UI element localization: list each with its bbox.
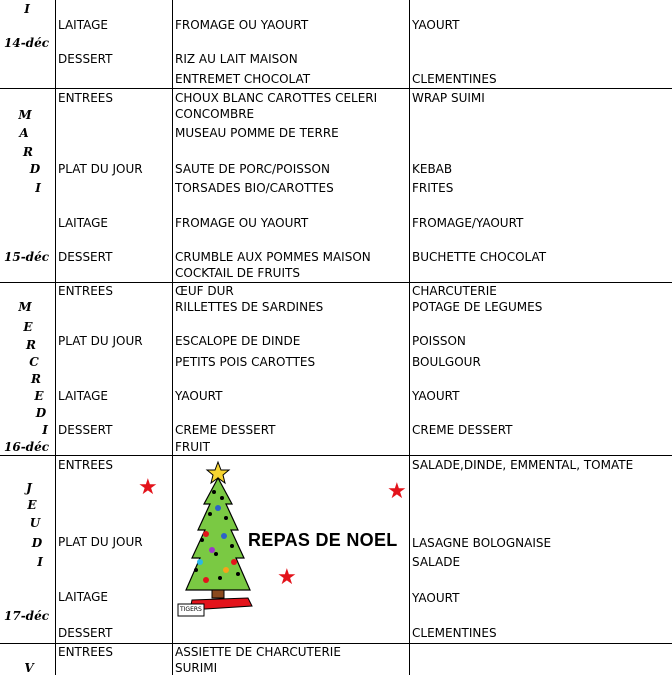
menu-b-item: LASAGNE BOLOGNAISE	[412, 536, 552, 550]
day-letter: R	[23, 145, 33, 159]
row-divider-mardi	[0, 88, 672, 89]
menu-b-item: SALADE	[412, 555, 461, 569]
menu-b-item: YAOURT	[412, 591, 460, 605]
category-label: DESSERT	[58, 52, 113, 66]
menu-a-item: SURIMI	[175, 661, 218, 675]
category-label: ENTREES	[58, 458, 114, 472]
menu-b-item: WRAP SUIMI	[412, 91, 485, 105]
category-label: PLAT DU JOUR	[58, 334, 143, 348]
menu-b-item: YAOURT	[412, 389, 460, 403]
row-divider-mercredi	[0, 282, 672, 283]
category-label: ENTREES	[58, 91, 114, 105]
day-letter: I	[24, 2, 30, 16]
category-label: PLAT DU JOUR	[58, 535, 143, 549]
menu-a-item: PETITS POIS CAROTTES	[175, 355, 316, 369]
red-star-icon: ★	[138, 475, 158, 500]
category-label: LAITAGE	[58, 389, 108, 403]
col-divider-menu-a	[409, 0, 410, 675]
day-letter: E	[34, 389, 44, 403]
menu-a-item: CONCOMBRE	[175, 107, 255, 121]
col-divider-category	[172, 0, 173, 675]
day-letter: M	[18, 108, 32, 122]
menu-b-item: FRITES	[412, 181, 454, 195]
category-label: DESSERT	[58, 626, 113, 640]
menu-a-item: RILLETTES DE SARDINES	[175, 300, 324, 314]
day-letter: M	[18, 300, 32, 314]
menu-b-item: CLEMENTINES	[412, 626, 497, 640]
menu-b-item: POTAGE DE LEGUMES	[412, 300, 543, 314]
christmas-tree-icon	[176, 458, 256, 622]
menu-a-item: SAUTE DE PORC/POISSON	[175, 162, 330, 176]
menu-a-item: COCKTAIL DE FRUITS	[175, 266, 300, 280]
menu-b-item: KEBAB	[412, 162, 453, 176]
menu-a-item: CHOUX BLANC CAROTTES CELERI	[175, 91, 378, 105]
christmas-meal-title: REPAS DE NOEL	[248, 530, 398, 550]
menu-a-item: CRUMBLE AUX POMMES MAISON	[175, 250, 371, 264]
menu-b-item: POISSON	[412, 334, 466, 348]
red-star-icon: ★	[387, 479, 407, 504]
day-letter: D	[35, 406, 47, 420]
gift-box-label: TIGERS	[180, 606, 202, 613]
menu-a-item: MUSEAU POMME DE TERRE	[175, 126, 339, 140]
menu-a-item: ENTREMET CHOCOLAT	[175, 72, 311, 86]
menu-a-item: CREME DESSERT	[175, 423, 276, 437]
menu-a-item: FROMAGE OU YAOURT	[175, 216, 309, 230]
menu-b-item: SALADE,DINDE, EMMENTAL, TOMATE	[412, 458, 634, 472]
day-letter: E	[23, 320, 33, 334]
row-divider-vendredi	[0, 643, 672, 644]
day-letter: D	[29, 162, 41, 176]
day-letter: R	[31, 372, 41, 386]
menu-a-item: YAOURT	[175, 389, 223, 403]
day-letter: I	[35, 181, 41, 195]
menu-b-item: BUCHETTE CHOCOLAT	[412, 250, 547, 264]
menu-b-item: CHARCUTERIE	[412, 284, 497, 298]
day-letter: I	[42, 423, 48, 437]
menu-b-item: FROMAGE/YAOURT	[412, 216, 524, 230]
category-label: ENTREES	[58, 645, 114, 659]
category-label: ENTREES	[58, 284, 114, 298]
menu-b-item: BOULGOUR	[412, 355, 481, 369]
day-date: 17-déc	[4, 609, 50, 623]
menu-a-item: ŒUF DUR	[175, 284, 234, 298]
category-label: LAITAGE	[58, 590, 108, 604]
menu-a-item: FROMAGE OU YAOURT	[175, 18, 309, 32]
menu-a-item: FRUIT	[175, 440, 210, 454]
red-star-icon: ★	[277, 565, 297, 590]
menu-b-item: CLEMENTINES	[412, 72, 497, 86]
menu-b-item: YAOURT	[412, 18, 460, 32]
category-label: DESSERT	[58, 423, 113, 437]
day-date: 16-déc	[4, 440, 50, 454]
day-letter: A	[19, 126, 29, 140]
day-letter: C	[29, 355, 39, 369]
menu-a-item: TORSADES BIO/CAROTTES	[175, 181, 334, 195]
category-label: LAITAGE	[58, 18, 108, 32]
category-label: LAITAGE	[58, 216, 108, 230]
menu-a-item: ESCALOPE DE DINDE	[175, 334, 301, 348]
day-letter: D	[31, 536, 43, 550]
category-label: DESSERT	[58, 250, 113, 264]
day-letter: V	[24, 661, 34, 675]
row-divider-jeudi	[0, 455, 672, 456]
menu-a-item: ASSIETTE DE CHARCUTERIE	[175, 645, 341, 659]
day-letter: J	[26, 481, 32, 495]
day-date: 15-déc	[4, 250, 50, 264]
menu-a-item: RIZ AU LAIT MAISON	[175, 52, 298, 66]
category-label: PLAT DU JOUR	[58, 162, 143, 176]
day-date: 14-déc	[4, 36, 50, 50]
day-letter: R	[26, 338, 36, 352]
day-letter: I	[37, 555, 43, 569]
day-letter: E	[27, 498, 37, 512]
day-letter: U	[29, 516, 41, 530]
menu-b-item: CREME DESSERT	[412, 423, 513, 437]
